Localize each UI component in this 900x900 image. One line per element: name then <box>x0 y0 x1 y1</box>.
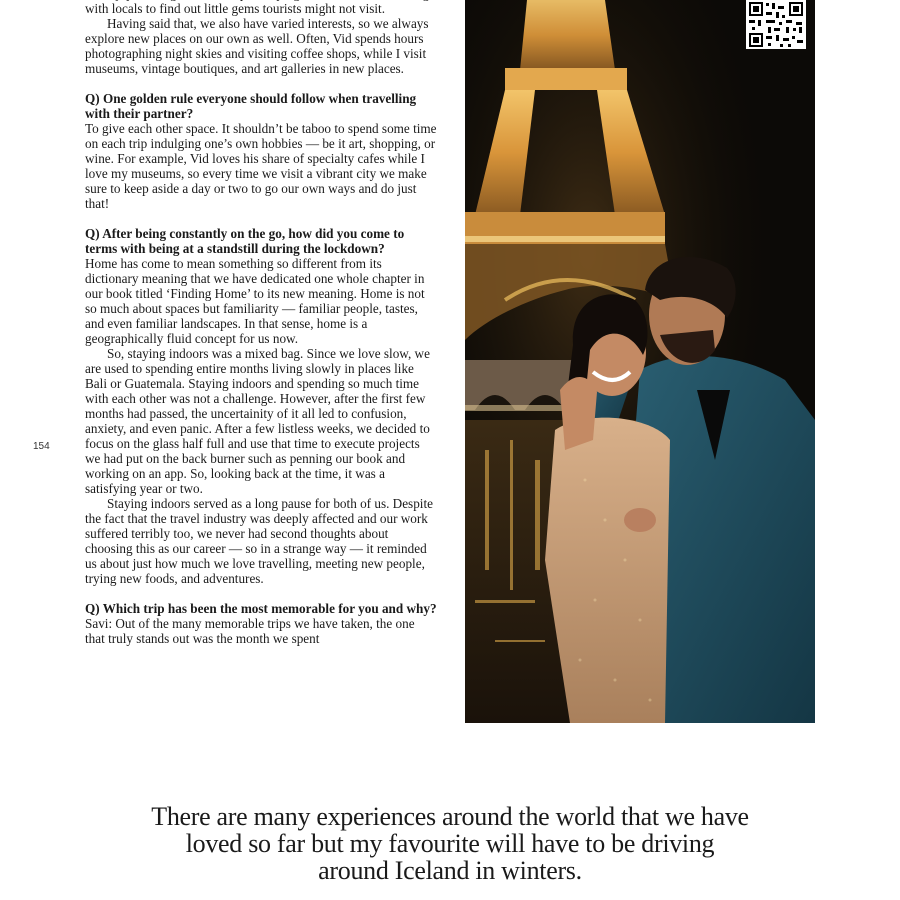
pull-quote: There are many experiences around the world that we have loved so far but my favourite will have to be driving around Iceland in winters. <box>151 802 749 885</box>
interview-question: Q) Which trip has been the most memorable for you and why? <box>85 601 437 616</box>
qr-code[interactable] <box>746 0 806 49</box>
interview-answer: So, staying indoors was a mixed bag. Since we love slow, we are used to spending entire months living slowly in places like Bali or Guatemala. Staying indoors and spending so much time with each other was not a challenge. However, after the first few months had passed, the uncertainity of it all led to confusion, anxiety, and even panic. After a few listless weeks, we decided to focus on the glass half full and use that time to execute projects we had put on the back burner such as penning our book and working on an app. So, looking back at the time, it was a satisfying year or two. <box>85 346 430 496</box>
page-number: 154 <box>33 441 50 452</box>
interview-answer: Home has come to mean something so different from its dictionary meaning that we have dedicated one whole chapter in our book titled ‘Finding Home’ to its new meaning. Home is not so much about spaces but familiarity — familiar people, tastes, and even familiar landscapes. In that sense, home is a geographically fluid concept for us now. <box>85 256 425 346</box>
article-paragraph: Having said that, we also have varied interests, so we always explore new places on our own as well. Often, Vid spends hours photographing night skies and visiting coffee shops, while I visit museums, vintage boutiques, and art galleries in new places. <box>85 16 429 76</box>
qr-code-icon <box>746 0 806 49</box>
article-paragraph: with locals to find out little gems tourists might not visit. <box>85 1 386 16</box>
interview-answer: Savi: Out of the many memorable trips we have taken, the one that truly stands out was the month we spent <box>85 616 415 646</box>
article-column <box>85 0 437 646</box>
photo-illustration <box>465 0 815 723</box>
interview-answer: Staying indoors served as a long pause for both of us. Despite the fact that the travel industry was deeply affected and our work suffered terribly too, we never had second thoughts about choosing this as our career — so in a strange way — it reminded us about just how much we love travelling, meeting new people, trying new foods, and adventures. <box>85 496 433 586</box>
couple-eiffel-tower-photo <box>465 0 815 723</box>
interview-question: Q) After being constantly on the go, how did you come to terms with being at a standstill during the lockdown? <box>85 226 405 256</box>
interview-question: Q) One golden rule everyone should follow when travelling with their partner? <box>85 91 417 121</box>
interview-answer: To give each other space. It shouldn’t be taboo to spend some time on each trip indulging one’s own hobbies — be it art, shopping, or wine. For example, Vid loves his share of specialty cafes while I love my museums, so every time we visit a vibrant city we make sure to keep aside a day or two to go our own ways and do just that! <box>85 121 437 211</box>
